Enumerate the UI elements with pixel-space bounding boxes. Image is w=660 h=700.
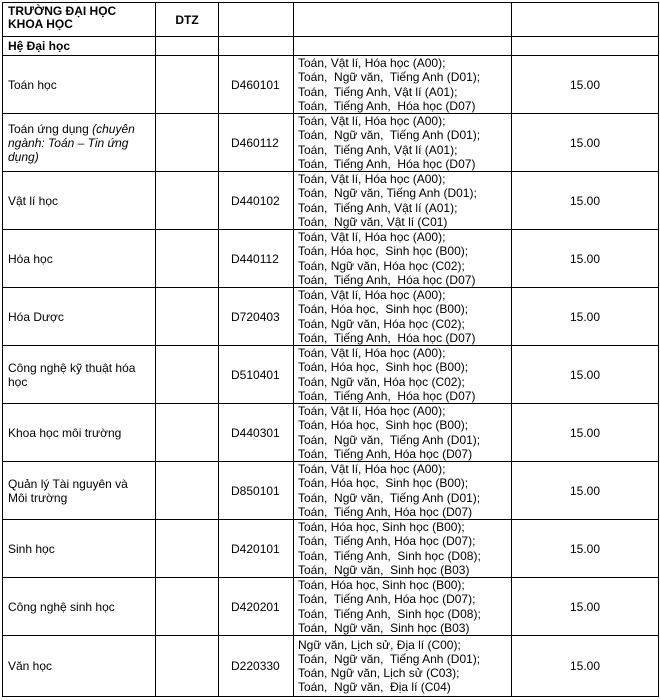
subject-combo: Toán, Tiếng Anh, Hóa học (D07) [298, 330, 476, 345]
table-row [3, 288, 659, 346]
program-name-cell [3, 172, 156, 230]
subject-combo: Toán, Vật lí, Hóa học (A00); [298, 288, 446, 303]
program-name: Hóa học [8, 251, 53, 266]
subject-combo: Toán, Vật lí, Hóa học (A00); [298, 346, 446, 361]
subject-combos-cell [294, 230, 512, 288]
subject-combo: Toán, Ngữ văn, Sinh học (B03) [298, 562, 470, 577]
score: 15.00 [512, 230, 659, 288]
subject-combo: Toán, Hóa học, Sinh học (B00); [298, 418, 469, 433]
header-empty-cell [219, 3, 294, 37]
subject-combo: Toán, Ngữ văn, Hóa học (C02); [298, 258, 465, 273]
subject-combos-cell [294, 288, 512, 346]
program-code: D440102 [219, 172, 294, 230]
program-name: Quản lý Tài nguyên và Môi trường [8, 476, 128, 505]
program-name: Toán ứng dụng [8, 121, 89, 136]
program-name: Toán học [8, 77, 57, 92]
subject-combo: Ngữ văn, Lịch sử, Địa lí (C00); [298, 637, 461, 652]
school-name-cell [3, 3, 156, 37]
subject-combo: Toán, Vật lí, Hóa học (A00); [298, 462, 446, 477]
table-row [3, 636, 659, 697]
table-row [3, 346, 659, 404]
subject-combo: Toán, Ngữ văn, Sinh học (B03) [298, 620, 470, 635]
score: 15.00 [512, 636, 659, 697]
subject-combos-cell [294, 172, 512, 230]
score: 15.00 [512, 114, 659, 172]
school-name-line1: TRƯỜNG ĐẠI HỌC [8, 4, 117, 18]
subject-combo: Toán, Tiếng Anh, Vật lí (A01); [298, 84, 458, 99]
score: 15.00 [512, 462, 659, 520]
table-row [3, 578, 659, 636]
subject-combo: Toán, Tiếng Anh, Hóa học (D07) [298, 446, 473, 461]
subject-combo: Toán, Ngữ văn, Tiếng Anh (D01); [298, 186, 477, 201]
table-row [3, 520, 659, 578]
subject-combo: Toán, Vật lí, Hóa học (A00); [298, 404, 446, 419]
subject-combo: Toán, Tiếng Anh, Hóa học (D07); [298, 534, 476, 549]
program-name-cell [3, 636, 156, 697]
program-name: Văn học [8, 659, 53, 673]
program-name-cell [3, 578, 156, 636]
program-name-cell [3, 346, 156, 404]
section-title: Hệ Đại học [3, 37, 156, 56]
subject-combo: Toán, Ngữ văn, Tiếng Anh (D01); [298, 128, 481, 143]
program-code: D460112 [219, 114, 294, 172]
header-empty-cell [512, 3, 659, 37]
section-empty-cell [294, 37, 512, 56]
subject-combo: Toán, Hóa học, Sinh học (B00); [298, 520, 465, 535]
score: 15.00 [512, 520, 659, 578]
program-name: Khoa học môi trường [8, 425, 122, 440]
subject-combo: Toán, Hóa học, Sinh học (B00); [298, 360, 469, 375]
program-name-cell [3, 114, 156, 172]
subject-combo: Toán, Vật lí, Hóa học (A00); [298, 56, 446, 71]
admission-table [2, 2, 659, 697]
empty-cell [156, 520, 219, 578]
program-name-cell [3, 56, 156, 114]
subject-combo: Toán, Tiếng Anh, Hóa học (D07) [298, 504, 473, 519]
subject-combos-cell [294, 636, 512, 697]
subject-combo: Toán, Ngữ văn, Lịch sử (C03); [298, 666, 460, 680]
subject-combos-cell [294, 404, 512, 462]
subject-combos-cell [294, 56, 512, 114]
program-name-cell [3, 288, 156, 346]
program-name: Hóa Dược [8, 309, 64, 324]
program-name-cell [3, 520, 156, 578]
subject-combos-cell [294, 520, 512, 578]
score: 15.00 [512, 288, 659, 346]
empty-cell [156, 172, 219, 230]
subject-combos-cell [294, 578, 512, 636]
section-empty-cell [219, 37, 294, 56]
program-name-cell [3, 462, 156, 520]
empty-cell [156, 636, 219, 697]
school-name-line2: KHOA HỌC [8, 17, 73, 31]
score: 15.00 [512, 404, 659, 462]
table-row [3, 114, 659, 172]
subject-combos-cell [294, 346, 512, 404]
empty-cell [156, 288, 219, 346]
empty-cell [156, 578, 219, 636]
header-row [3, 3, 659, 37]
subject-combos-cell [294, 462, 512, 520]
school-code: DTZ [156, 3, 219, 37]
subject-combo: Toán, Ngữ văn, Hóa học (C02); [298, 374, 465, 389]
subject-combo: Toán, Vật lí, Hóa học (A00); [298, 172, 446, 187]
table-row [3, 462, 659, 520]
subject-combo: Toán, Tiếng Anh, Vật lí (A01); [298, 142, 458, 157]
subject-combo: Toán, Tiếng Anh, Hóa học (D07) [298, 156, 476, 171]
subject-combo: Toán, Ngữ văn, Tiếng Anh (D01); [298, 432, 481, 447]
program-code: D460101 [219, 56, 294, 114]
subject-combos-cell [294, 114, 512, 172]
subject-combo: Toán, Hóa học, Sinh học (B00); [298, 476, 469, 491]
program-code: D420201 [219, 578, 294, 636]
program-code: D220330 [219, 636, 294, 697]
header-empty-cell [294, 3, 512, 37]
program-code: D440301 [219, 404, 294, 462]
section-row [3, 37, 659, 56]
section-empty-cell [512, 37, 659, 56]
score: 15.00 [512, 56, 659, 114]
subject-combo: Toán, Tiếng Anh, Hóa học (D07); [298, 592, 476, 607]
program-code: D420101 [219, 520, 294, 578]
score: 15.00 [512, 578, 659, 636]
subject-combo: Toán, Ngữ văn, Địa lí (C04) [298, 680, 451, 695]
subject-combo: Toán, Hóa học, Sinh học (B00); [298, 302, 469, 317]
subject-combo: Toán, Hóa học, Sinh học (B00); [298, 578, 465, 593]
subject-combo: Toán, Tiếng Anh, Sinh học (D08); [298, 606, 481, 621]
empty-cell [156, 230, 219, 288]
table-row [3, 56, 659, 114]
subject-combo: Toán, Tiếng Anh, Sinh học (D08); [298, 548, 481, 563]
program-code: D440112 [219, 230, 294, 288]
score: 15.00 [512, 172, 659, 230]
program-code: D510401 [219, 346, 294, 404]
subject-combo: Toán, Hóa học, Sinh học (B00); [298, 244, 469, 259]
subject-combo: Toán, Ngữ văn, Tiếng Anh (D01); [298, 651, 481, 666]
empty-cell [156, 462, 219, 520]
subject-combo: Toán, Tiếng Anh, Hóa học (D07) [298, 272, 476, 287]
empty-cell [156, 114, 219, 172]
program-name: Sinh học [8, 541, 55, 556]
empty-cell [156, 404, 219, 462]
table-row [3, 404, 659, 462]
program-name: Công nghệ sinh học [8, 599, 115, 614]
empty-cell [156, 346, 219, 404]
section-empty-cell [156, 37, 219, 56]
subject-combo: Toán, Tiếng Anh, Vật lí (A01); [298, 200, 458, 215]
subject-combo: Toán, Ngữ văn, Vật lí (C01) [298, 214, 448, 229]
program-name-cell [3, 230, 156, 288]
table-row [3, 230, 659, 288]
program-name: Công nghệ kỹ thuật hóa học [8, 360, 136, 389]
program-name-note: (chuyên ngành: Toán – Tin ứng dụng) [8, 121, 135, 164]
program-code: D850101 [219, 462, 294, 520]
empty-cell [156, 56, 219, 114]
subject-combo: Toán, Tiếng Anh, Hóa học (D07) [298, 98, 476, 113]
program-name: Vật lí học [8, 193, 59, 208]
program-code: D720403 [219, 288, 294, 346]
subject-combo: Toán, Ngữ văn, Hóa học (C02); [298, 316, 465, 331]
table-row [3, 172, 659, 230]
score: 15.00 [512, 346, 659, 404]
subject-combo: Toán, Vật lí, Hóa học (A00); [298, 114, 446, 129]
subject-combo: Toán, Ngữ văn, Tiếng Anh (D01); [298, 490, 481, 505]
subject-combo: Toán, Vật lí, Hóa học (A00); [298, 230, 446, 245]
subject-combo: Toán, Tiếng Anh, Hóa học (D07) [298, 388, 476, 403]
subject-combo: Toán, Ngữ văn, Tiếng Anh (D01); [298, 70, 481, 85]
program-name-cell [3, 404, 156, 462]
